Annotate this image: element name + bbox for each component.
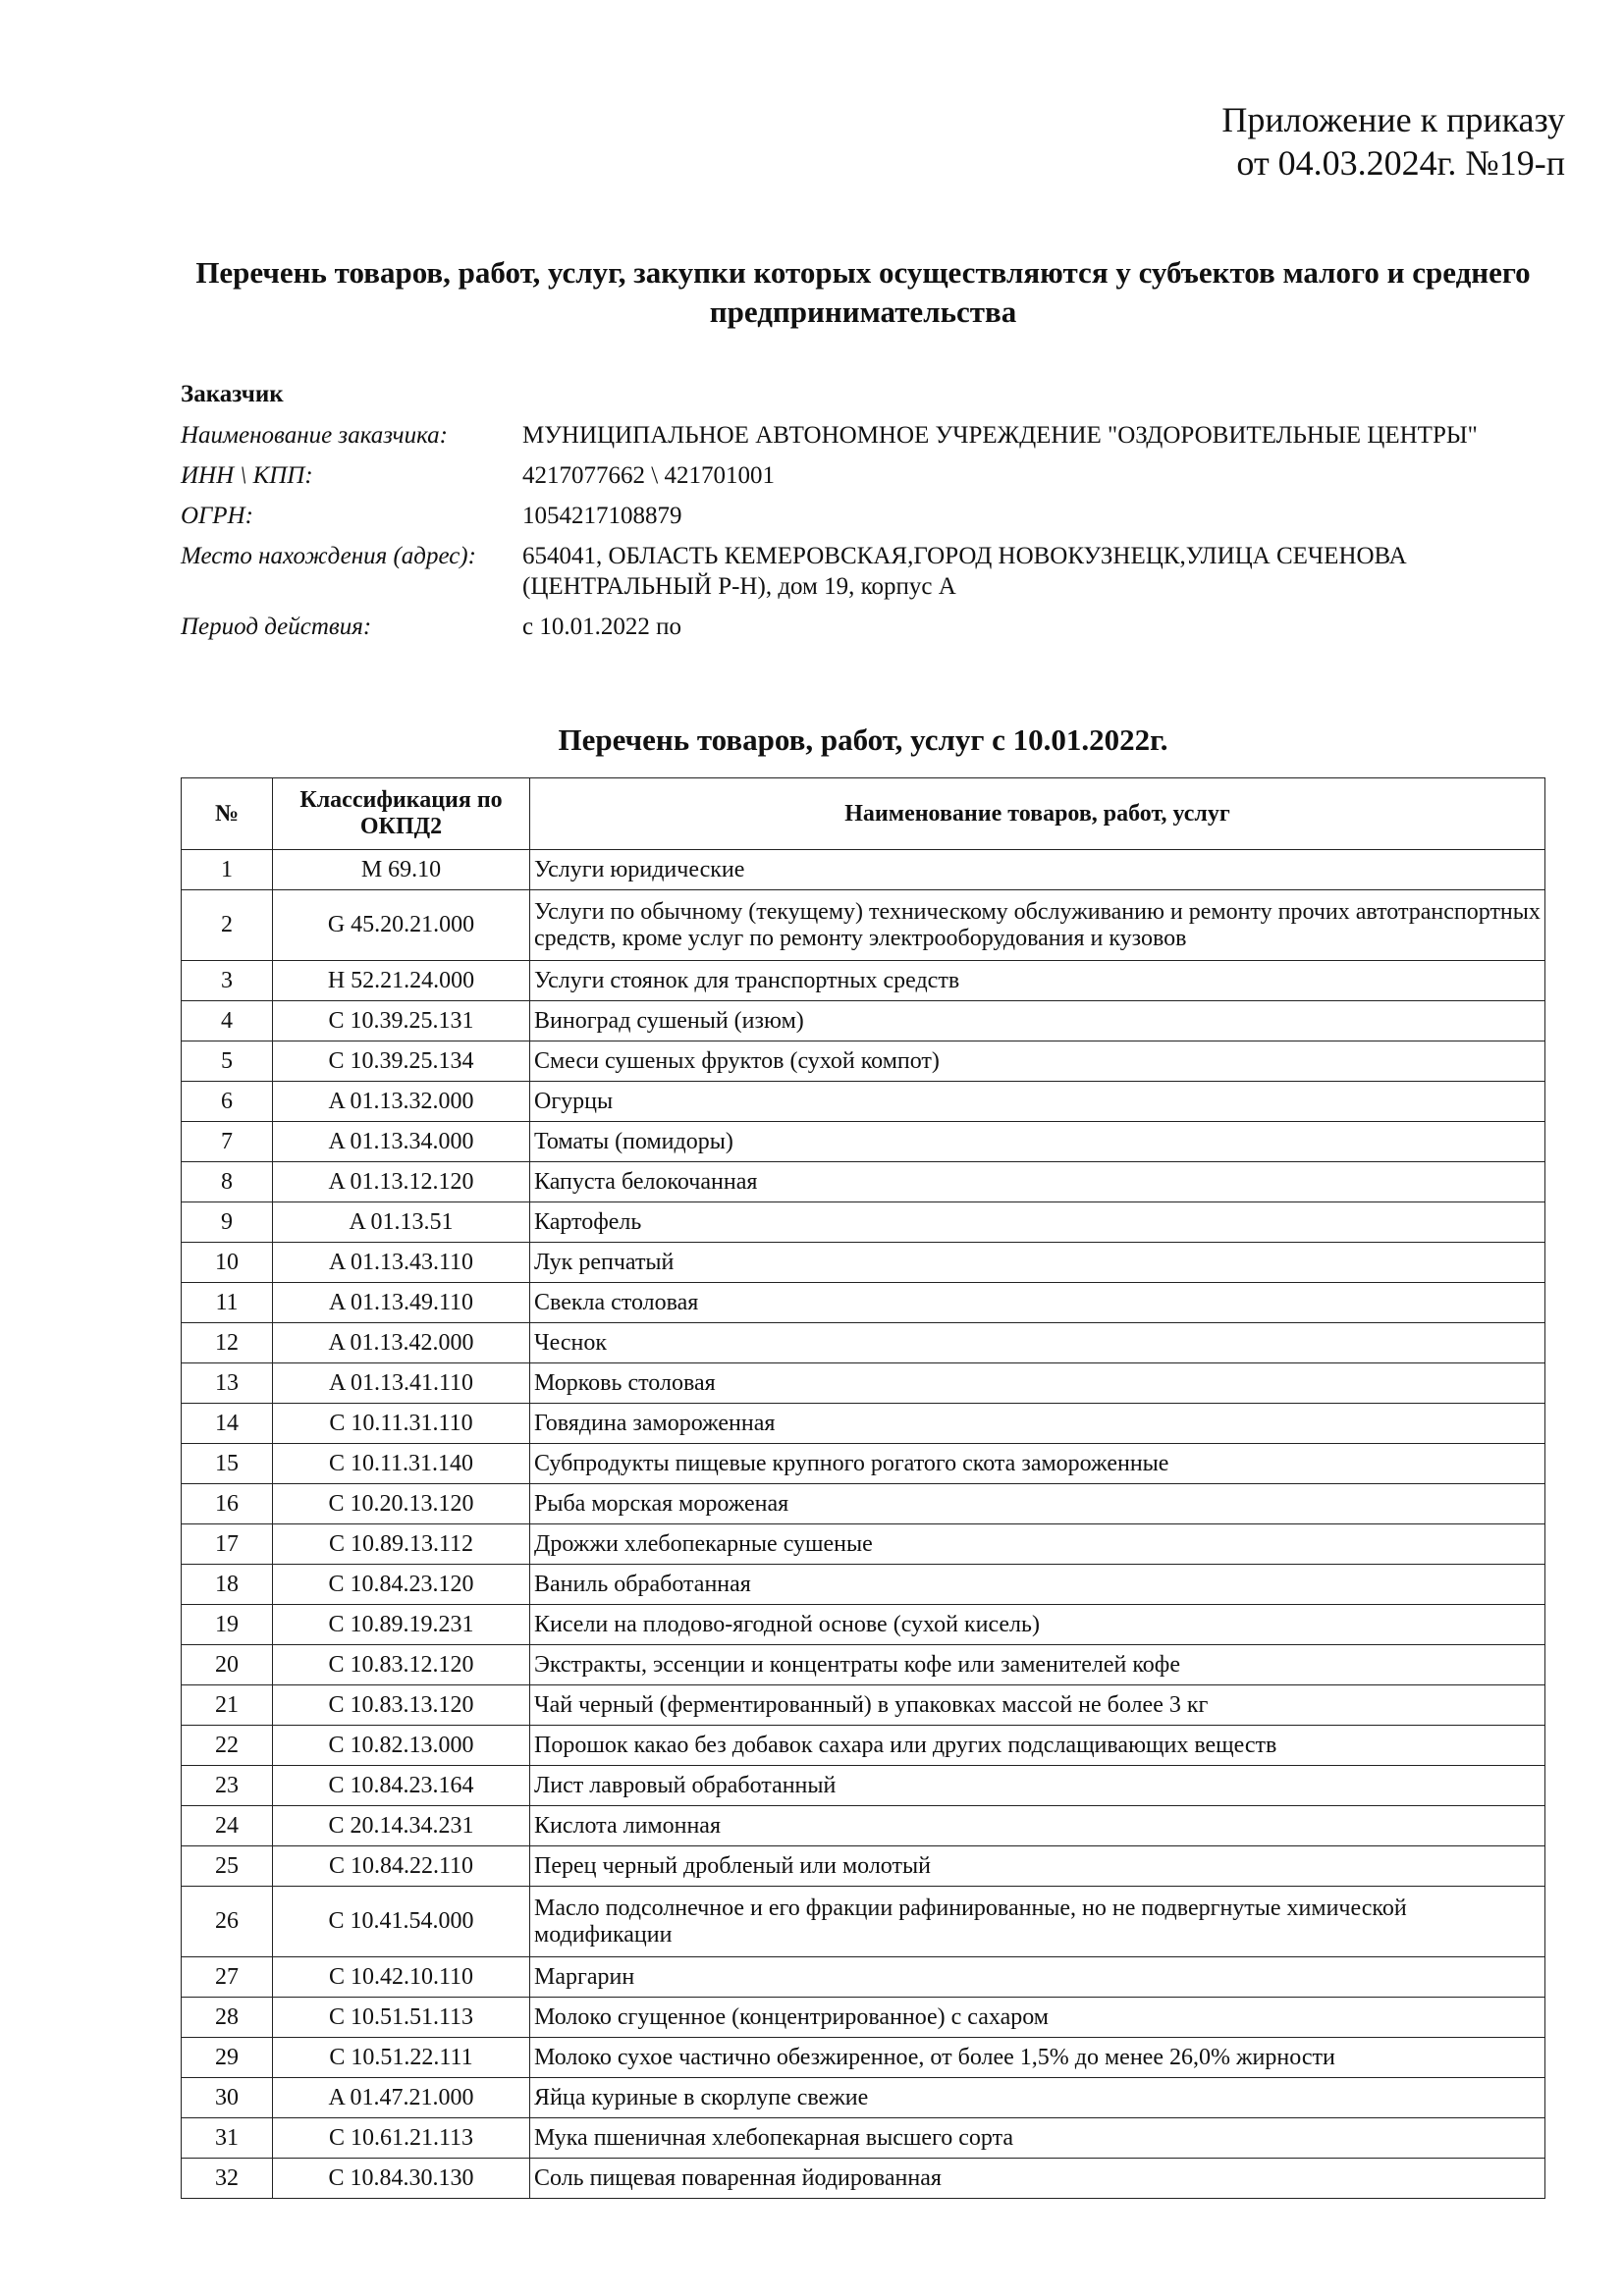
table-row	[182, 1605, 1545, 1645]
table-row	[182, 961, 1545, 1001]
row-item-name: Лист лавровый обработанный	[530, 1766, 1545, 1806]
row-item-name: Морковь столовая	[530, 1363, 1545, 1404]
annex-line-1: Приложение к приказу	[1221, 100, 1565, 139]
row-number: 15	[182, 1444, 273, 1484]
row-number: 30	[182, 2078, 273, 2118]
header-number: №	[182, 778, 273, 850]
row-item-name: Маргарин	[530, 1957, 1545, 1998]
row-number: 19	[182, 1605, 273, 1645]
table-row	[182, 1766, 1545, 1806]
table-row	[182, 2038, 1545, 2078]
row-number: 27	[182, 1957, 273, 1998]
table-row	[182, 1202, 1545, 1243]
row-okpd2-code: C 10.89.13.112	[273, 1524, 530, 1565]
table-row	[182, 2078, 1545, 2118]
row-okpd2-code: A 01.13.41.110	[273, 1363, 530, 1404]
customer-name-row	[181, 420, 1555, 451]
table-row	[182, 1122, 1545, 1162]
table-row	[182, 1957, 1545, 1998]
row-okpd2-code: C 10.89.19.231	[273, 1605, 530, 1645]
row-item-name: Лук репчатый	[530, 1243, 1545, 1283]
row-okpd2-code: C 10.42.10.110	[273, 1957, 530, 1998]
row-okpd2-code: C 10.83.12.120	[273, 1645, 530, 1685]
inn-kpp-row	[181, 460, 1555, 491]
row-number: 18	[182, 1565, 273, 1605]
row-number: 13	[182, 1363, 273, 1404]
row-okpd2-code: A 01.47.21.000	[273, 2078, 530, 2118]
row-number: 16	[182, 1484, 273, 1524]
row-item-name: Говядина замороженная	[530, 1404, 1545, 1444]
table-body	[182, 850, 1545, 2199]
row-item-name: Молоко сгущенное (концентрированное) с сахаром	[530, 1998, 1545, 2038]
row-okpd2-code: C 10.82.13.000	[273, 1726, 530, 1766]
table-row	[182, 1887, 1545, 1957]
row-number: 28	[182, 1998, 273, 2038]
ogrn-label: ОГРН:	[181, 503, 253, 529]
table-row	[182, 1162, 1545, 1202]
row-number: 21	[182, 1685, 273, 1726]
row-number: 25	[182, 1846, 273, 1887]
row-item-name: Кислота лимонная	[530, 1806, 1545, 1846]
row-number: 6	[182, 1082, 273, 1122]
table-row	[182, 1806, 1545, 1846]
row-item-name: Смеси сушеных фруктов (сухой компот)	[530, 1041, 1545, 1082]
row-item-name: Субпродукты пищевые крупного рогатого скота замороженные	[530, 1444, 1545, 1484]
table-row	[182, 1283, 1545, 1323]
row-okpd2-code: C 10.11.31.110	[273, 1404, 530, 1444]
row-item-name: Услуги стоянок для транспортных средств	[530, 961, 1545, 1001]
row-item-name: Огурцы	[530, 1082, 1545, 1122]
table-row	[182, 1363, 1545, 1404]
row-item-name: Мука пшеничная хлебопекарная высшего сорта	[530, 2118, 1545, 2159]
row-okpd2-code: C 10.84.23.164	[273, 1766, 530, 1806]
row-item-name: Порошок какао без добавок сахара или других подслащивающих веществ	[530, 1726, 1545, 1766]
address-value: 654041, ОБЛАСТЬ КЕМЕРОВСКАЯ,ГОРОД НОВОКУЗНЕЦК,УЛИЦА СЕЧЕНОВА (ЦЕНТРАЛЬНЫЙ Р-Н), дом 19, корпус А	[522, 543, 1407, 600]
row-okpd2-code: C 10.51.51.113	[273, 1998, 530, 2038]
goods-table	[181, 777, 1545, 2199]
row-okpd2-code: C 10.84.30.130	[273, 2159, 530, 2199]
row-okpd2-code: C 10.39.25.134	[273, 1041, 530, 1082]
row-number: 2	[182, 890, 273, 961]
row-number: 3	[182, 961, 273, 1001]
row-number: 11	[182, 1283, 273, 1323]
customer-info	[181, 420, 1555, 652]
row-item-name: Кисели на плодово-ягодной основе (сухой кисель)	[530, 1605, 1545, 1645]
row-item-name: Яйца куриные в скорлупе свежие	[530, 2078, 1545, 2118]
row-number: 23	[182, 1766, 273, 1806]
table-row	[182, 1323, 1545, 1363]
row-number: 17	[182, 1524, 273, 1565]
row-number: 12	[182, 1323, 273, 1363]
row-item-name: Чай черный (ферментированный) в упаковках массой не более 3 кг	[530, 1685, 1545, 1726]
row-okpd2-code: C 10.84.22.110	[273, 1846, 530, 1887]
row-number: 1	[182, 850, 273, 890]
row-okpd2-code: C 20.14.34.231	[273, 1806, 530, 1846]
row-item-name: Экстракты, эссенции и концентраты кофе или заменителей кофе	[530, 1645, 1545, 1685]
inn-kpp-value: 4217077662 \ 421701001	[522, 462, 775, 489]
table-header-row	[182, 778, 1545, 850]
table-row	[182, 1404, 1545, 1444]
row-okpd2-code: A 01.13.32.000	[273, 1082, 530, 1122]
row-okpd2-code: A 01.13.43.110	[273, 1243, 530, 1283]
row-item-name: Картофель	[530, 1202, 1545, 1243]
validity-period-row	[181, 612, 1555, 642]
table-row	[182, 1484, 1545, 1524]
table-row	[182, 1565, 1545, 1605]
row-okpd2-code: C 10.41.54.000	[273, 1887, 530, 1957]
row-number: 9	[182, 1202, 273, 1243]
table-row	[182, 1082, 1545, 1122]
row-number: 24	[182, 1806, 273, 1846]
table-row	[182, 890, 1545, 961]
row-number: 7	[182, 1122, 273, 1162]
table-row	[182, 2159, 1545, 2199]
row-item-name: Капуста белокочанная	[530, 1162, 1545, 1202]
table-row	[182, 1001, 1545, 1041]
customer-heading: Заказчик	[181, 381, 284, 407]
row-okpd2-code: C 10.83.13.120	[273, 1685, 530, 1726]
row-number: 32	[182, 2159, 273, 2199]
list-title: Перечень товаров, работ, услуг с 10.01.2022г.	[558, 722, 1168, 757]
address-row	[181, 541, 1555, 602]
table-row	[182, 1243, 1545, 1283]
row-item-name: Виноград сушеный (изюм)	[530, 1001, 1545, 1041]
row-item-name: Масло подсолнечное и его фракции рафинированные, но не подвергнутые химической модификации	[530, 1887, 1545, 1957]
row-item-name: Дрожжи хлебопекарные сушеные	[530, 1524, 1545, 1565]
row-number: 20	[182, 1645, 273, 1685]
document-title: Перечень товаров, работ, услуг, закупки которых осуществляются у субъектов малого и среднего предпринимательства	[195, 255, 1531, 329]
row-okpd2-code: A 01.13.51	[273, 1202, 530, 1243]
ogrn-value: 1054217108879	[522, 503, 682, 529]
row-item-name: Ваниль обработанная	[530, 1565, 1545, 1605]
inn-kpp-label: ИНН \ КПП:	[181, 462, 313, 489]
row-number: 5	[182, 1041, 273, 1082]
row-okpd2-code: A 01.13.49.110	[273, 1283, 530, 1323]
row-number: 8	[182, 1162, 273, 1202]
annex-line-2: от 04.03.2024г. №19-п	[1236, 143, 1565, 183]
customer-name-label: Наименование заказчика:	[181, 422, 449, 449]
annex-reference	[1221, 98, 1565, 185]
row-number: 26	[182, 1887, 273, 1957]
row-okpd2-code: A 01.13.34.000	[273, 1122, 530, 1162]
row-okpd2-code: C 10.61.21.113	[273, 2118, 530, 2159]
row-number: 10	[182, 1243, 273, 1283]
header-item-name: Наименование товаров, работ, услуг	[530, 778, 1545, 850]
address-label: Место нахождения (адрес):	[181, 543, 476, 569]
row-item-name: Чеснок	[530, 1323, 1545, 1363]
table-row	[182, 1998, 1545, 2038]
header-okpd2-code: Классификация по ОКПД2	[273, 778, 530, 850]
row-okpd2-code: C 10.39.25.131	[273, 1001, 530, 1041]
row-okpd2-code: G 45.20.21.000	[273, 890, 530, 961]
row-item-name: Рыба морская мороженая	[530, 1484, 1545, 1524]
table-row	[182, 2118, 1545, 2159]
row-number: 31	[182, 2118, 273, 2159]
row-okpd2-code: H 52.21.24.000	[273, 961, 530, 1001]
row-okpd2-code: C 10.20.13.120	[273, 1484, 530, 1524]
row-item-name: Перец черный дробленый или молотый	[530, 1846, 1545, 1887]
table-row	[182, 1041, 1545, 1082]
row-item-name: Услуги по обычному (текущему) техническому обслуживанию и ремонту прочих автотранспортных средств, кроме услуг по ремонту электрооборудования и кузовов	[530, 890, 1545, 961]
row-okpd2-code: C 10.11.31.140	[273, 1444, 530, 1484]
table-row	[182, 1645, 1545, 1685]
table-row	[182, 1726, 1545, 1766]
row-number: 4	[182, 1001, 273, 1041]
table-row	[182, 1685, 1545, 1726]
validity-period-value: с 10.01.2022 по	[522, 614, 681, 640]
validity-period-label: Период действия:	[181, 614, 372, 640]
row-okpd2-code: M 69.10	[273, 850, 530, 890]
table-row	[182, 1524, 1545, 1565]
row-okpd2-code: A 01.13.42.000	[273, 1323, 530, 1363]
row-okpd2-code: C 10.51.22.111	[273, 2038, 530, 2078]
table-row	[182, 1846, 1545, 1887]
table-row	[182, 1444, 1545, 1484]
row-number: 29	[182, 2038, 273, 2078]
row-item-name: Томаты (помидоры)	[530, 1122, 1545, 1162]
row-number: 22	[182, 1726, 273, 1766]
row-item-name: Услуги юридические	[530, 850, 1545, 890]
customer-name-value: МУНИЦИПАЛЬНОЕ АВТОНОМНОЕ УЧРЕЖДЕНИЕ "ОЗДОРОВИТЕЛЬНЫЕ ЦЕНТРЫ"	[522, 422, 1478, 449]
row-number: 14	[182, 1404, 273, 1444]
table-row	[182, 850, 1545, 890]
ogrn-row	[181, 501, 1555, 531]
row-item-name: Молоко сухое частично обезжиренное, от более 1,5% до менее 26,0% жирности	[530, 2038, 1545, 2078]
row-okpd2-code: C 10.84.23.120	[273, 1565, 530, 1605]
row-item-name: Свекла столовая	[530, 1283, 1545, 1323]
row-okpd2-code: A 01.13.12.120	[273, 1162, 530, 1202]
row-item-name: Соль пищевая поваренная йодированная	[530, 2159, 1545, 2199]
